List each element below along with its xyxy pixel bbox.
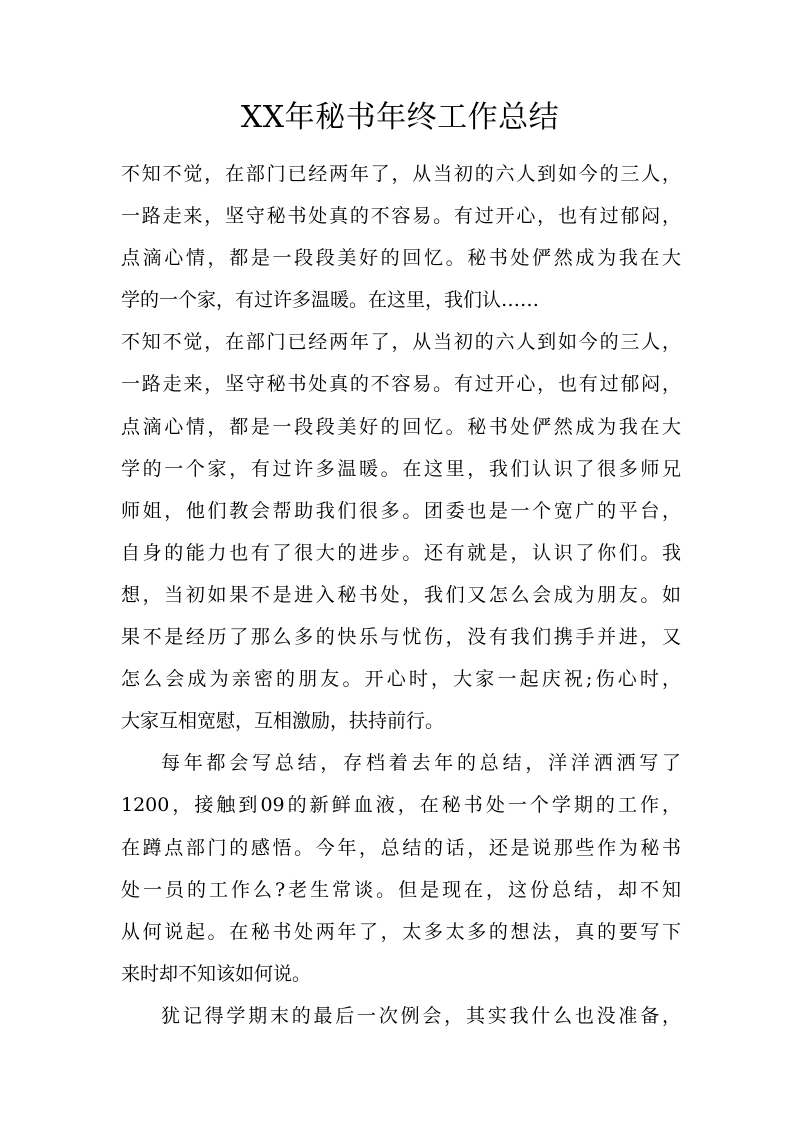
- excerpt-line: 学的一个家，有过许多温暖。在这里，我们认……: [121, 289, 540, 312]
- document-title: XX年秘书年终工作总结: [240, 100, 560, 135]
- excerpt-line: 一路走来，坚守秘书处真的不容易。有过开心，也有过郁闷，: [121, 205, 681, 228]
- paragraph-line: 点滴心情，都是一段段美好的回忆。秘书处俨然成为我在大: [121, 415, 681, 438]
- paragraph-line: 来时却不知该如何说。: [121, 962, 312, 985]
- paragraph-line: 不知不觉，在部门已经两年了，从当初的六人到如今的三人，: [121, 331, 681, 354]
- paragraph-line: 师姐，他们教会帮助我们很多。团委也是一个宽广的平台，: [121, 499, 681, 522]
- paragraph-line: 从何说起。在秘书处两年了，太多太多的想法，真的要写下: [121, 920, 681, 943]
- excerpt-line: 不知不觉，在部门已经两年了，从当初的六人到如今的三人，: [121, 163, 681, 185]
- paragraph-line: 在蹲点部门的感悟。今年，总结的话，还是说那些作为秘书: [121, 836, 681, 859]
- paragraph-line: 每年都会写总结，存档着去年的总结，洋洋洒洒写了: [161, 752, 681, 775]
- paragraph-line: 1200，接触到09的新鲜血液，在秘书处一个学期的工作，: [121, 794, 681, 817]
- paragraph-line: 怎么会成为亲密的朋友。开心时，大家一起庆祝;伤心时，: [121, 668, 681, 691]
- paragraph-line: 自身的能力也有了很大的进步。还有就是，认识了你们。我: [121, 541, 681, 564]
- paragraph-line: 处一员的工作么?老生常谈。但是现在，这份总结，却不知: [121, 878, 681, 901]
- document-body: [121, 153, 681, 1037]
- paragraph-line: 学的一个家，有过许多温暖。在这里，我们认识了很多师兄: [121, 457, 681, 480]
- paragraph-line: 犹记得学期末的最后一次例会，其实我什么也没准备，: [161, 1004, 681, 1027]
- paragraph-line: 果不是经历了那么多的快乐与忧伤，没有我们携手并进，又: [121, 626, 681, 649]
- paragraph-line: 一路走来，坚守秘书处真的不容易。有过开心，也有过郁闷，: [121, 373, 681, 396]
- paragraph-line: 大家互相宽慰，互相激励，扶持前行。: [121, 710, 445, 733]
- paragraph-line: 想，当初如果不是进入秘书处，我们又怎么会成为朋友。如: [121, 583, 681, 606]
- excerpt-line: 点滴心情，都是一段段美好的回忆。秘书处俨然成为我在大: [121, 247, 681, 270]
